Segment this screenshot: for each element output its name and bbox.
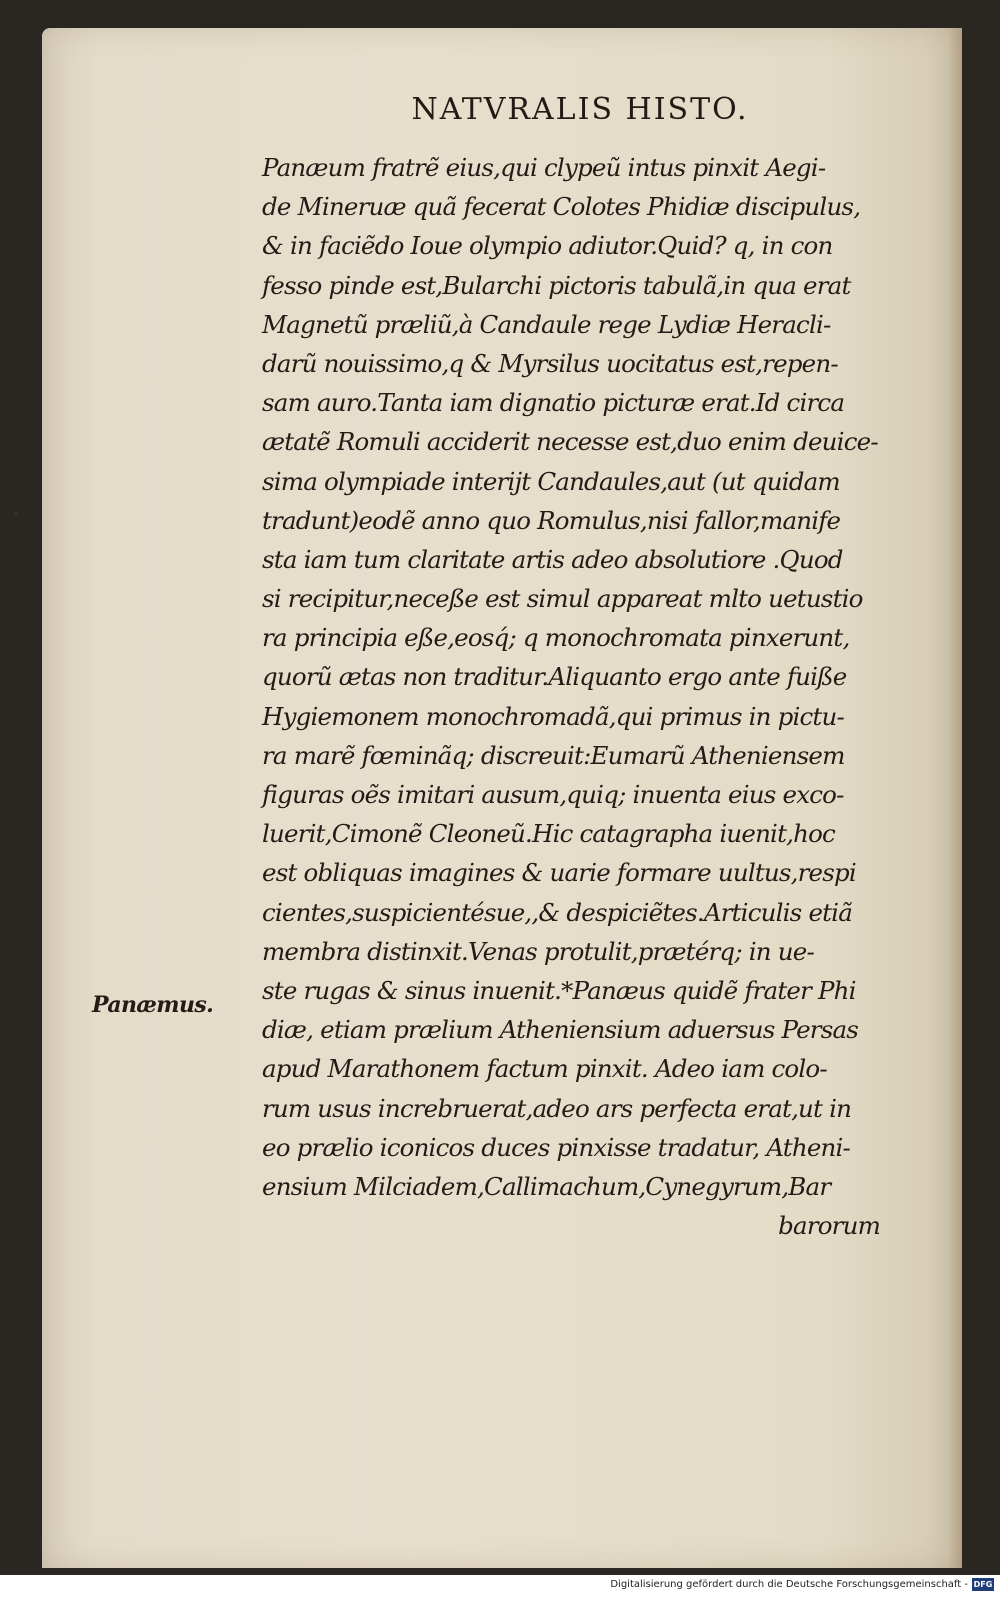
text-line: & in faciẽdo Ioue olympio adiutor.Quid? q, in con [262,231,833,261]
text-line: cientes,suspicientésue,,& despiciẽtes.Articulis etiã [262,897,853,927]
text-line: diæ, etiam prælium Atheniensium aduersus Persas [262,1015,859,1045]
ink-speck [14,512,18,516]
text-line: Hygiemonem monochromadã,qui primus in pictu- [262,701,844,731]
text-line: figuras oẽs imitari ausum,quiq; inuenta eius exco- [262,780,844,809]
text-line: sta iam tum claritate artis adeo absolutiore .Quod [262,544,843,574]
page-edge-shadow [948,28,962,1568]
text-line: sam auro.Tanta iam dignatio picturæ erat.Id circa [262,388,845,418]
text-line: ensium Milciadem,Callimachum,Cynegyrum,Bar [262,1171,831,1201]
marginal-note: Panæmus. [92,992,214,1018]
text-line: si recipitur,neceße est simul appareat mlto uetustio [262,584,863,614]
text-line: darũ nouissimo,q & Myrsilus uocitatus est,repen- [262,348,838,378]
text-line: tradunt)eodẽ anno quo Romulus,nisi fallor,manife [262,505,841,535]
text-line: rum usus increbruerat,adeo ars perfecta erat,ut in [262,1093,852,1123]
running-head: NATVRALIS HISTO. [411,92,749,127]
text-line: ra principia eße,eosq́; q monochromata pinxerunt, [262,623,850,653]
catchword: barorum [778,1211,880,1241]
footer-credit: Digitalisierung gefördert durch die Deutsche Forschungsgemeinschaft - [610,1579,968,1590]
text-line: membra distinxit.Venas protulit,prætérq; in ue- [262,936,814,966]
text-line: sima olympiade interijt Candaules,aut (ut quidam [262,466,840,496]
text-line: fesso pinde est,Bularchi pictoris tabulã,in qua erat [262,270,851,300]
text-line: ste rugas & sinus inuenit.*Panæus quidẽ frater Phi [262,975,856,1005]
text-line: ra marẽ fœminãq; discreuit:Eumarũ Atheniensem [262,740,845,770]
footer-bar [0,1575,1000,1600]
text-line: eo prælio iconicos duces pinxisse tradatur, Atheni- [262,1132,851,1162]
text-line: luerit,Cimonẽ Cleoneũ.Hic catagrapha iuenit,hoc [262,819,835,849]
text-line: ætatẽ Romuli acciderit necesse est,duo enim deuice- [262,427,878,457]
text-line: est obliquas imagines & uarie formare uultus,respi [262,858,856,888]
text-line: apud Marathonem factum pinxit. Adeo iam colo- [262,1054,827,1084]
text-line: Magnetũ præliũ,à Candaule rege Lydiæ Heracli- [262,309,831,339]
text-block [262,148,902,1245]
text-line: quorũ ætas non traditur.Aliquanto ergo ante fuiße [262,662,847,692]
text-line: de Mineruæ quã fecerat Colotes Phidiæ discipulus, [262,192,861,222]
text-line: Panæum fratrẽ eius,qui clypeũ intus pinxit Aegi- [262,153,826,182]
dfg-logo: DFG [973,1580,993,1589]
